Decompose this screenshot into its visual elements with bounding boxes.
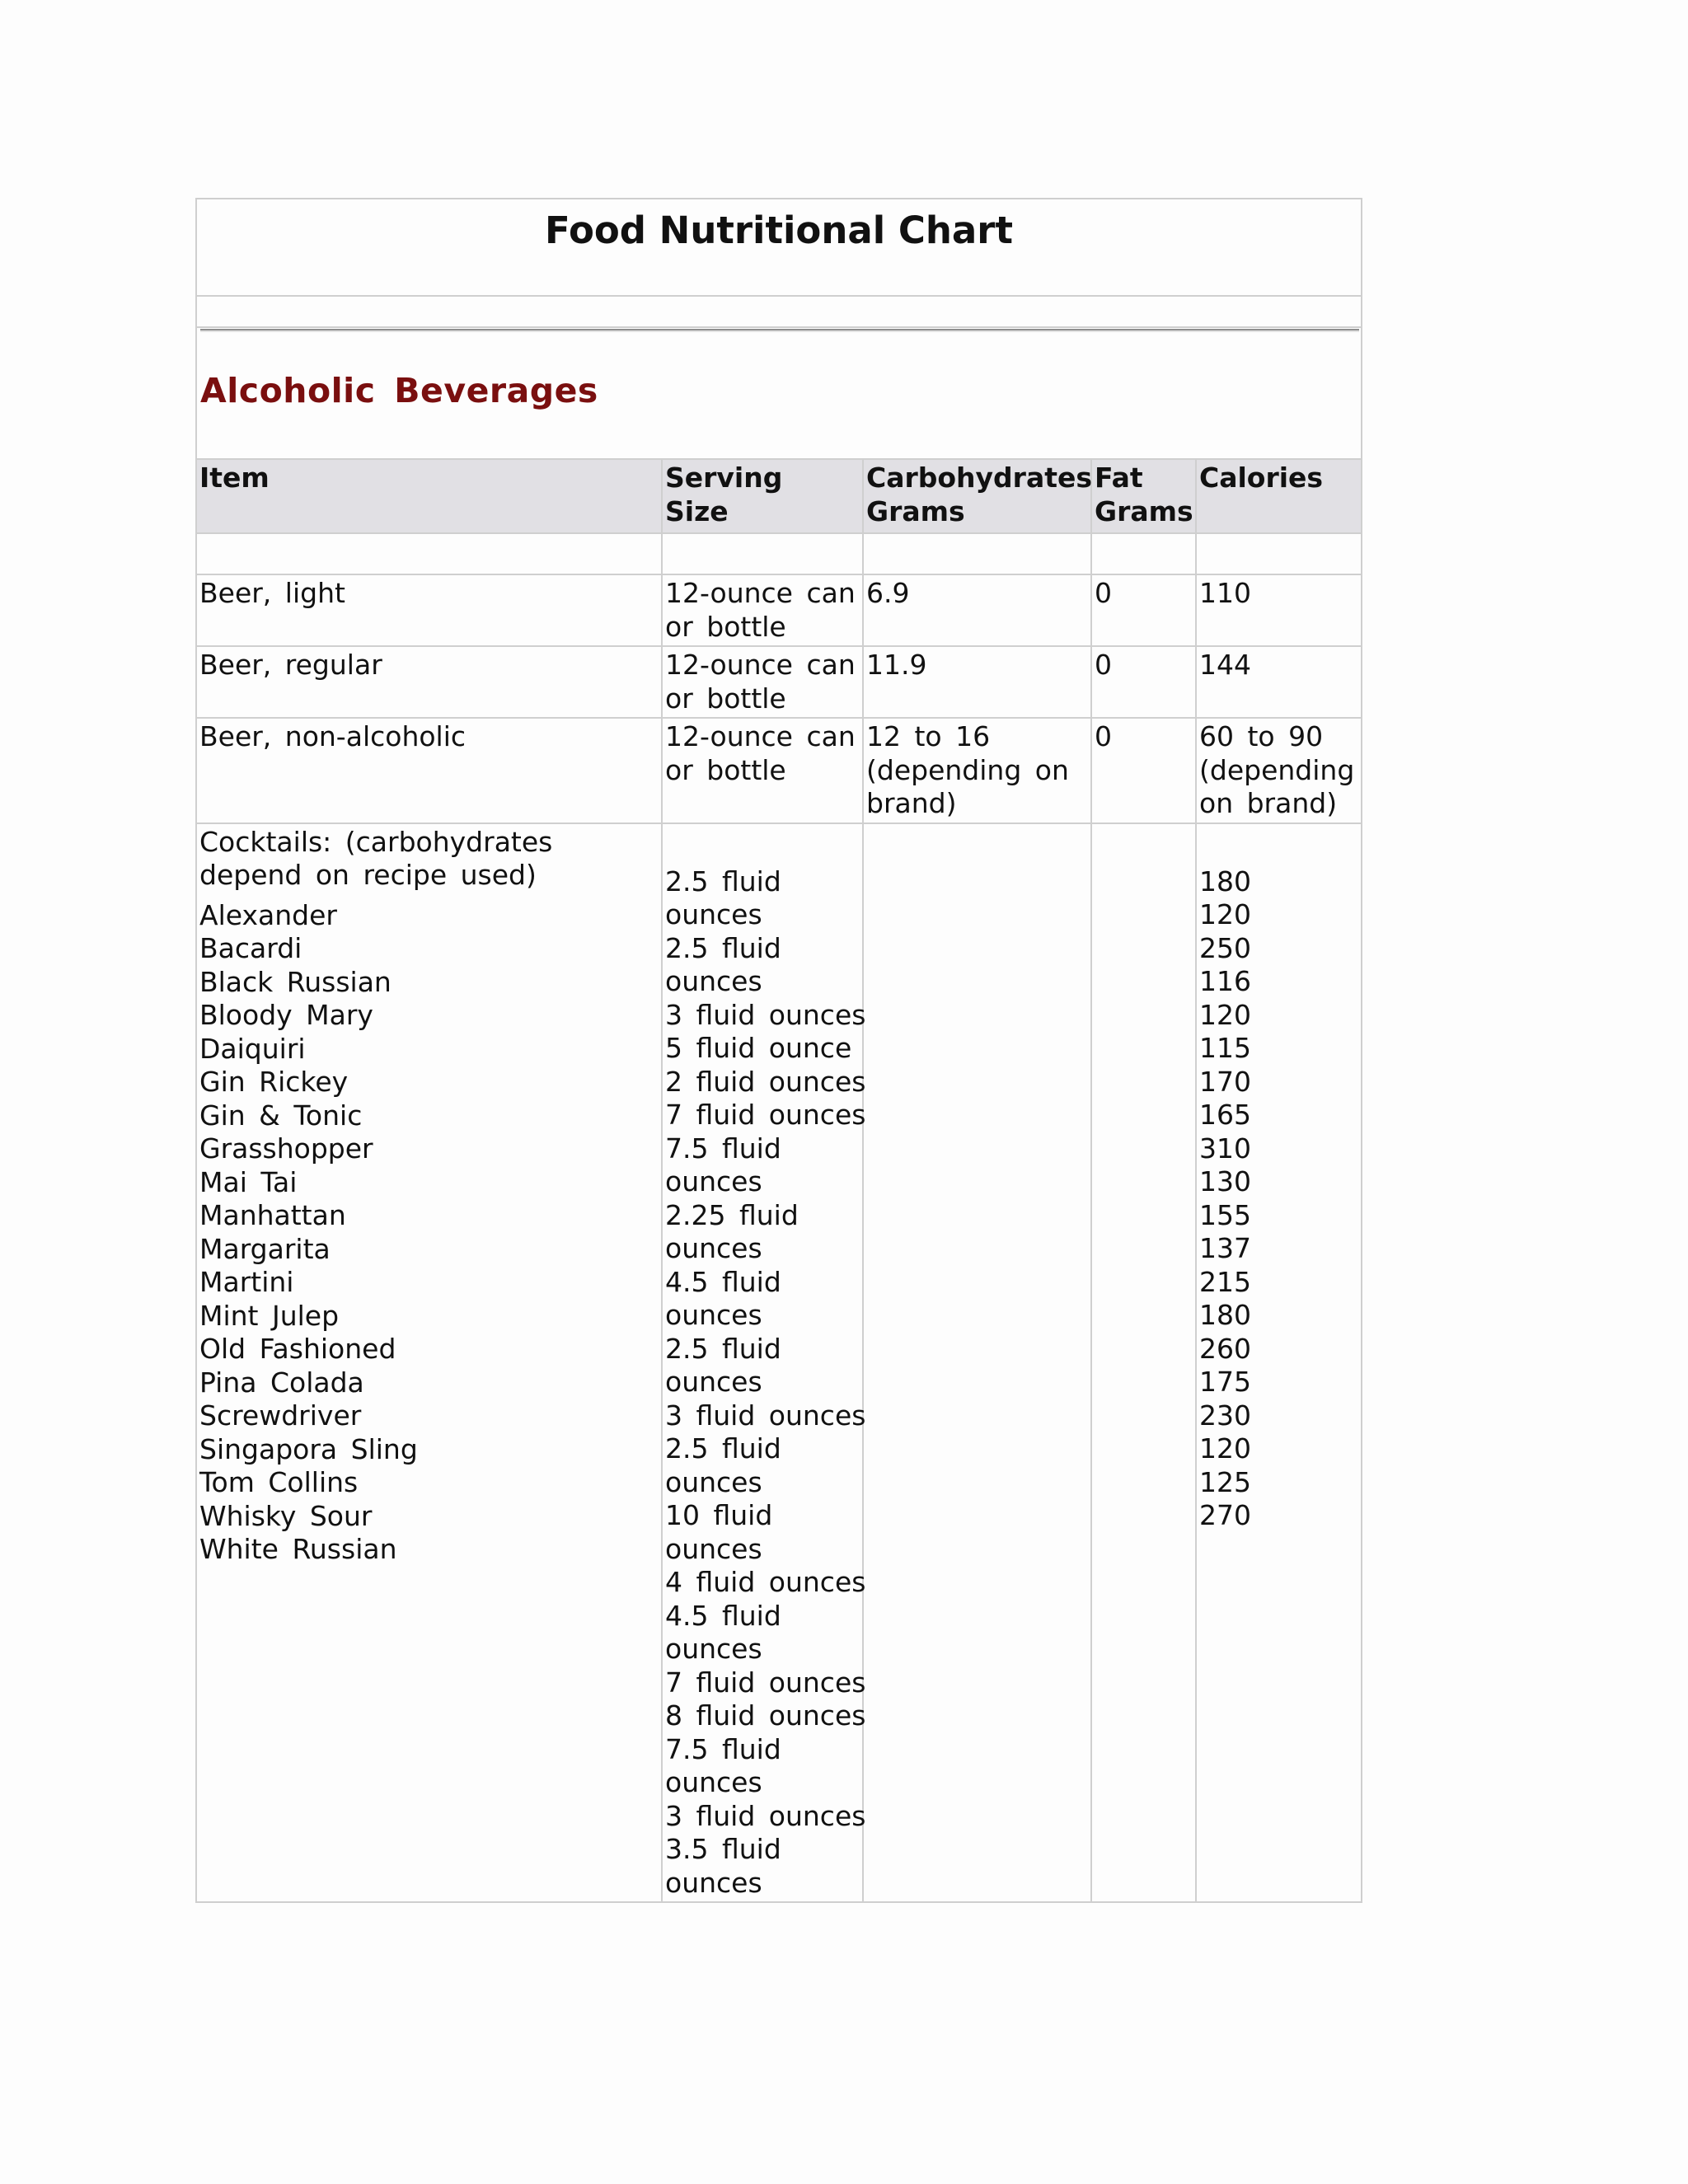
carbs-cell: 11.9 [863, 646, 1091, 718]
cocktail-name: Alexander [199, 898, 337, 931]
cocktail-calories: 180 [1199, 1299, 1251, 1331]
cocktail-calories: 130 [1199, 1165, 1251, 1197]
section-header [197, 328, 1361, 460]
cocktail-calories-cell [1196, 823, 1361, 1902]
cocktail-serving-line: 3.5 fluid [665, 1833, 781, 1865]
column-header-carbohydrates: Carbohydrates Grams [863, 460, 1091, 533]
cocktail-items-cell [197, 823, 662, 1902]
cocktail-serving-line: ounces [665, 1232, 762, 1264]
calories-cell: 60 to 90 (depending on brand) [1196, 718, 1361, 823]
cocktail-name: Bloody Mary [199, 999, 373, 1031]
serving-cell: 12-ounce can or bottle [662, 718, 863, 823]
table-row [197, 646, 1361, 718]
cocktail-calories: 120 [1199, 998, 1251, 1031]
cocktail-serving-cell [662, 823, 866, 1902]
cocktail-serving-list [665, 826, 866, 1900]
cocktail-name: Whisky Sour [199, 1499, 373, 1532]
cocktail-serving-line: 5 fluid ounce [665, 1032, 852, 1064]
cocktail-name: Daiquiri [199, 1032, 306, 1065]
cocktail-serving-line: 4.5 fluid [665, 1265, 781, 1298]
cocktail-serving-line: 3 fluid ounces [665, 998, 866, 1031]
cocktail-serving-line: ounces [665, 965, 762, 997]
cocktail-serving-line: ounces [665, 1866, 762, 1899]
cocktail-calories: 165 [1199, 1099, 1251, 1131]
cocktail-name: Black Russian [199, 965, 392, 998]
cocktail-serving-line: 7.5 fluid [665, 1132, 781, 1165]
column-header-fat: Fat Grams [1091, 460, 1196, 533]
cocktail-serving-line: 4.5 fluid [665, 1599, 781, 1632]
cocktail-name: Gin Rickey [199, 1066, 349, 1098]
nutrition-chart [195, 198, 1362, 1903]
cocktail-note: Cocktails: (carbohydrates depend on recipe used) [199, 825, 553, 891]
cocktail-name: Singapora Sling [199, 1432, 418, 1465]
cocktail-name: Bacardi [199, 932, 302, 964]
column-header-serving: Serving Size [662, 460, 863, 533]
cocktail-serving-line: 8 fluid ounces [665, 1699, 866, 1732]
cocktail-serving-line: ounces [665, 1165, 762, 1197]
cocktail-name: Gin & Tonic [199, 1099, 363, 1132]
item-cell: Beer, regular [197, 646, 662, 718]
cocktail-name: Martini [199, 1266, 294, 1298]
cocktail-name: Mint Julep [199, 1299, 340, 1332]
cocktail-calories: 120 [1199, 1432, 1251, 1465]
empty-cell [662, 533, 863, 574]
section-title: Alcoholic Beverages [200, 371, 598, 410]
cocktail-serving-line: 10 fluid [665, 1499, 773, 1531]
cocktail-serving-line: 2.5 fluid [665, 865, 781, 898]
cocktail-carbs-cell [863, 823, 1091, 1902]
cocktail-calories: 116 [1199, 965, 1251, 997]
cocktail-fat-cell [1091, 823, 1196, 1902]
cocktail-name: Tom Collins [199, 1466, 359, 1498]
empty-cell [863, 533, 1091, 574]
cocktail-serving-line: ounces [665, 1766, 762, 1798]
empty-row [197, 533, 1361, 574]
cocktail-serving-line: 2.5 fluid [665, 1332, 781, 1365]
cocktail-serving-line: 3 fluid ounces [665, 1399, 866, 1432]
cocktail-name: Pina Colada [199, 1366, 364, 1399]
cocktail-serving-line: ounces [665, 1299, 762, 1331]
cocktail-calories: 310 [1199, 1132, 1251, 1165]
cocktail-name: Old Fashioned [199, 1333, 396, 1365]
cocktail-serving-line: 2.5 fluid [665, 1432, 781, 1465]
cocktail-calories: 120 [1199, 898, 1251, 930]
cocktail-serving-line: 4 fluid ounces [665, 1566, 866, 1598]
fat-cell: 0 [1091, 646, 1196, 718]
cocktail-calories: 155 [1199, 1198, 1251, 1231]
cocktail-name: Margarita [199, 1232, 331, 1265]
cocktail-calories: 175 [1199, 1366, 1251, 1398]
cocktail-serving-line: 2 fluid ounces [665, 1065, 866, 1098]
cocktail-calories: 180 [1199, 865, 1251, 898]
cocktail-serving-line: 2.5 fluid [665, 931, 781, 964]
table-header-row [197, 460, 1361, 533]
cocktail-calories: 250 [1199, 931, 1251, 964]
cocktail-serving-line: 7 fluid ounces [665, 1666, 866, 1699]
horizontal-rule [200, 329, 1359, 332]
serving-cell: 12-ounce can or bottle [662, 646, 863, 718]
cocktail-serving-line: 3 fluid ounces [665, 1799, 866, 1832]
cocktail-name: Manhattan [199, 1199, 346, 1231]
cocktail-calories: 260 [1199, 1332, 1251, 1365]
fat-cell: 0 [1091, 718, 1196, 823]
cocktail-serving-line: 2.25 fluid [665, 1198, 799, 1231]
empty-cell [1196, 533, 1361, 574]
cocktail-calories: 170 [1199, 1065, 1251, 1098]
table-row [197, 718, 1361, 823]
cocktail-calories: 125 [1199, 1465, 1251, 1498]
cocktail-calories-list [1199, 826, 1358, 1533]
cocktail-calories: 115 [1199, 1032, 1251, 1064]
cocktail-name: Mai Tai [199, 1165, 298, 1198]
empty-cell [197, 533, 662, 574]
cocktail-name: Screwdriver [199, 1399, 362, 1432]
cocktail-name: Grasshopper [199, 1132, 373, 1165]
cocktail-serving-line: ounces [665, 1532, 762, 1565]
cocktail-serving-line: 7.5 fluid [665, 1732, 781, 1765]
column-header-item: Item [197, 460, 662, 533]
table-row [197, 574, 1361, 646]
serving-cell: 12-ounce can or bottle [662, 574, 863, 646]
item-cell: Beer, non-alcoholic [197, 718, 662, 823]
cocktail-list [199, 899, 659, 1567]
cocktail-serving-line: ounces [665, 1465, 762, 1498]
cocktail-serving-line: ounces [665, 1366, 762, 1398]
empty-cell [1091, 533, 1196, 574]
cocktails-row [197, 823, 1361, 1902]
cocktail-calories: 215 [1199, 1265, 1251, 1298]
cocktail-calories: 137 [1199, 1232, 1251, 1264]
cocktail-calories: 270 [1199, 1499, 1251, 1531]
spacer-row [197, 297, 1361, 328]
calories-cell: 110 [1196, 574, 1361, 646]
fat-cell: 0 [1091, 574, 1196, 646]
cocktail-name: White Russian [199, 1533, 397, 1565]
cocktail-serving-line: 7 fluid ounces [665, 1099, 866, 1131]
title-cell [197, 199, 1361, 297]
cocktail-serving-line: ounces [665, 898, 762, 930]
column-header-calories: Calories [1196, 460, 1361, 533]
carbs-cell: 6.9 [863, 574, 1091, 646]
carbs-cell: 12 to 16 (depending on brand) [863, 718, 1091, 823]
page-title: Food Nutritional Chart [545, 209, 1013, 252]
calories-cell: 144 [1196, 646, 1361, 718]
item-cell: Beer, light [197, 574, 662, 646]
cocktail-calories: 230 [1199, 1399, 1251, 1432]
cocktail-serving-line: ounces [665, 1633, 762, 1665]
beverages-table [197, 460, 1361, 1901]
